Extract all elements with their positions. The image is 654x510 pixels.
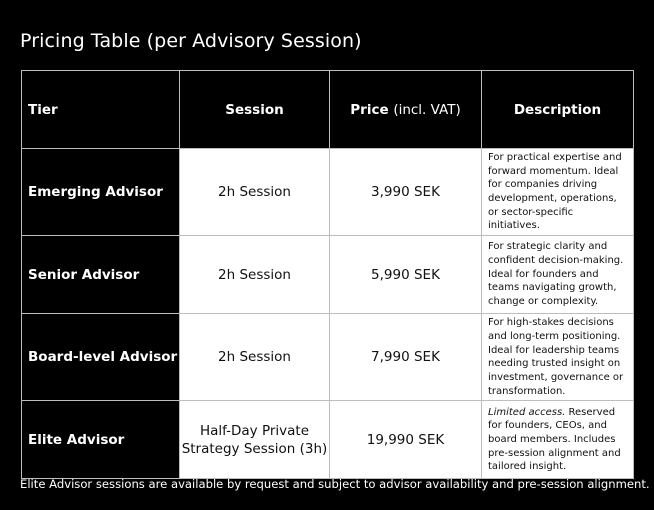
column-header-price <box>330 71 482 149</box>
price-cell: 7,990 SEK <box>330 314 482 401</box>
page-title: Pricing Table (per Advisory Session) <box>20 30 362 52</box>
column-header-description: Description <box>482 71 634 149</box>
column-header-tier: Tier <box>22 71 180 149</box>
session-cell: Half-Day Private Strategy Session (3h) <box>180 401 330 479</box>
description-cell <box>482 401 634 479</box>
description-cell <box>482 314 634 401</box>
description-cell <box>482 149 634 236</box>
session-cell: 2h Session <box>180 149 330 236</box>
description-lead: Limited access. <box>488 406 566 418</box>
table-row <box>22 236 634 314</box>
table-row <box>22 314 634 401</box>
footnote: Elite Advisor sessions are available by request and subject to advisor availability and pre-session alignment. <box>20 477 650 491</box>
session-cell: 2h Session <box>180 236 330 314</box>
tier-cell: Emerging Advisor <box>22 149 180 236</box>
tier-cell: Senior Advisor <box>22 236 180 314</box>
description-cell <box>482 236 634 314</box>
session-cell: 2h Session <box>180 314 330 401</box>
price-cell: 5,990 SEK <box>330 236 482 314</box>
price-cell: 3,990 SEK <box>330 149 482 236</box>
price-header-note: (incl. VAT) <box>393 101 461 118</box>
description-text: For high-stakes decisions and long-term positioning. Ideal for leadership teams needing trusted insight on investment, governance or transformation. <box>488 317 624 397</box>
pricing-table <box>21 70 634 479</box>
price-cell: 19,990 SEK <box>330 401 482 479</box>
table-row <box>22 149 634 236</box>
tier-cell: Board-level Advisor <box>22 314 180 401</box>
description-text: Reserved for founders, CEOs, and board members. Includes pre-session alignment and tailored insight. <box>488 406 621 473</box>
column-header-session: Session <box>180 71 330 149</box>
description-text: For practical expertise and forward momentum. Ideal for companies driving development, operations, or sector-specific initiatives. <box>488 152 622 232</box>
price-header-label: Price <box>350 101 389 118</box>
table-row <box>22 401 634 479</box>
table-header-row <box>22 71 634 149</box>
tier-cell: Elite Advisor <box>22 401 180 479</box>
description-text: For strategic clarity and confident decision-making. Ideal for founders and teams navigating growth, change or complexity. <box>488 241 624 308</box>
